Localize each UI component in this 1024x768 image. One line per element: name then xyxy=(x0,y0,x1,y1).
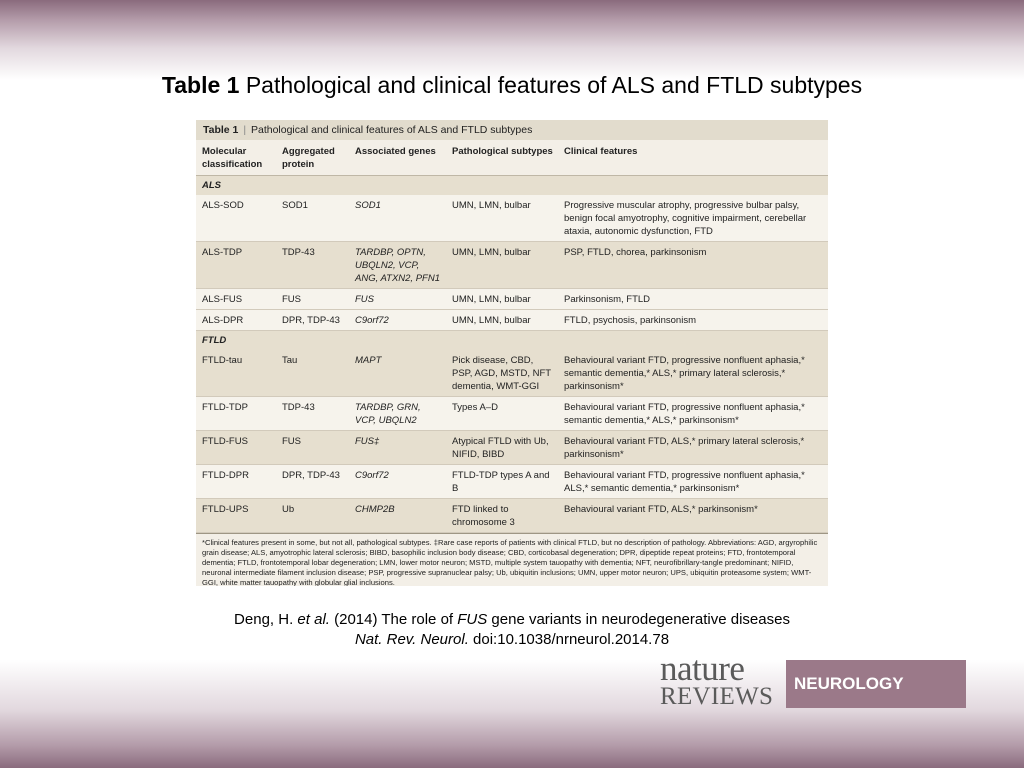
section-row xyxy=(196,176,828,196)
table-cell: Pick disease, CBD, PSP, AGD, MSTD, NFT dementia, WMT-GGI xyxy=(446,350,558,397)
section-label: FTLD xyxy=(196,331,828,351)
section-row xyxy=(196,331,828,351)
table-cell: Behavioural variant FTD, ALS,* primary lateral sclerosis,* parkinsonism* xyxy=(558,431,828,465)
table-cell: FTLD-UPS xyxy=(196,499,276,533)
table-cell: FTLD-tau xyxy=(196,350,276,397)
table-cell: UMN, LMN, bulbar xyxy=(446,195,558,242)
header-cell: Associated genes xyxy=(349,140,446,176)
citation-line-1 xyxy=(0,610,1024,630)
table-cell: DPR, TDP-43 xyxy=(276,310,349,331)
citation-authors: Deng, H. xyxy=(234,611,298,628)
table-cell: TDP-43 xyxy=(276,242,349,289)
table-row xyxy=(196,431,828,465)
table-cell: UMN, LMN, bulbar xyxy=(446,310,558,331)
citation-gene: FUS xyxy=(457,611,488,628)
nature-reviews-neurology-logo xyxy=(660,649,966,711)
table-cell: FTLD-TDP types A and B xyxy=(446,465,558,499)
table-cell: C9orf72 xyxy=(349,310,446,331)
table-cell: Progressive muscular atrophy, progressive bulbar palsy, benign focal amyotrophy, cognitive impairment, cerebellar ataxia, autonomic dysfunction, FTD xyxy=(558,195,828,242)
table-cell: ALS-TDP xyxy=(196,242,276,289)
citation-title: gene variants in neurodegenerative diseases xyxy=(487,611,790,628)
table-footnote: *Clinical features present in some, but not all, pathological subtypes. ‡Rare case reports of patients with clinical FTLD, but no description of pathology. Abbreviations: AGD, argyrophilic grain disease; ALS, amyotrophic lateral sclerosis; BIBD, basophilic inclusion body disease; CBD, corticobasal degeneration; DPR, dipeptide repeat proteins; FTD, frontotemporal dementia; FTLD, frontotemporal lobar degeneration; LMN, lower motor neuron; MSTD, multiple system tauopathy with dementia; NFT, neurofibrillary-tangle predominant; NIFID, neuronal intermediate filament inclusion disease; PSP, progressive supranuclear palsy; Ub, ubiquitin inclusions; UMN, upper motor neuron; UPS, ubiquitin proteasome system; WMT-GGI, white matter tauopathy with globular glial inclusions. xyxy=(196,533,828,586)
table-row xyxy=(196,397,828,431)
logo-section-box: NEUROLOGY xyxy=(786,660,966,708)
features-table xyxy=(196,140,828,533)
table-cell: MAPT xyxy=(349,350,446,397)
header-cell: Aggregated protein xyxy=(276,140,349,176)
table-cell: FTLD-FUS xyxy=(196,431,276,465)
table-cell: SOD1 xyxy=(349,195,446,242)
table-cell: Ub xyxy=(276,499,349,533)
logo-wordmark xyxy=(660,649,784,711)
table-cell: FUS xyxy=(349,289,446,310)
logo-nature-text: nature xyxy=(660,649,745,688)
table-cell: ALS-FUS xyxy=(196,289,276,310)
table-cell: ALS-SOD xyxy=(196,195,276,242)
table-cell: FTD linked to chromosome 3 xyxy=(446,499,558,533)
slide-title-text: Pathological and clinical features of ALS and FTLD subtypes xyxy=(239,72,863,98)
table-cell: Parkinsonism, FTLD xyxy=(558,289,828,310)
table-cell: Behavioural variant FTD, ALS,* parkinsonism* xyxy=(558,499,828,533)
table-cell: FTLD-TDP xyxy=(196,397,276,431)
header-cell: Molecular classification xyxy=(196,140,276,176)
table-cell: Types A–D xyxy=(446,397,558,431)
table-row xyxy=(196,195,828,242)
table-cell: FTLD-DPR xyxy=(196,465,276,499)
citation xyxy=(0,610,1024,650)
table-cell: UMN, LMN, bulbar xyxy=(446,242,558,289)
table-caption xyxy=(196,120,828,140)
table-cell: CHMP2B xyxy=(349,499,446,533)
citation-journal: Nat. Rev. Neurol. xyxy=(354,631,469,648)
table-cell: Behavioural variant FTD, progressive nonfluent aphasia,* ALS,* semantic dementia,* parkinsonism* xyxy=(558,465,828,499)
table-row xyxy=(196,289,828,310)
table-body xyxy=(196,176,828,533)
table-cell: Atypical FTLD with Ub, NIFID, BIBD xyxy=(446,431,558,465)
table-cell: DPR, TDP-43 xyxy=(276,465,349,499)
table-cell: FUS xyxy=(276,431,349,465)
logo-reviews-text: REVIEWS xyxy=(660,683,774,710)
citation-etal: et al. xyxy=(297,611,330,628)
table-row xyxy=(196,465,828,499)
table-cell: Behavioural variant FTD, progressive nonfluent aphasia,* semantic dementia,* ALS,* parkinsonism* xyxy=(558,397,828,431)
table-cell: ALS-DPR xyxy=(196,310,276,331)
table-row xyxy=(196,499,828,533)
table-cell: FUS xyxy=(276,289,349,310)
citation-doi: doi:10.1038/nrneurol.2014.78 xyxy=(468,631,670,648)
table-cell: C9orf72 xyxy=(349,465,446,499)
table-cell: FUS‡ xyxy=(349,431,446,465)
table-row xyxy=(196,242,828,289)
table-cell: Behavioural variant FTD, progressive nonfluent aphasia,* semantic dementia,* ALS,* primary lateral sclerosis,* parkinsonism* xyxy=(558,350,828,397)
table-caption-text: Pathological and clinical features of ALS and FTLD subtypes xyxy=(250,124,533,136)
table-cell: SOD1 xyxy=(276,195,349,242)
table-caption-separator: | xyxy=(243,124,247,136)
table-cell: TARDBP, GRN, VCP, UBQLN2 xyxy=(349,397,446,431)
table-cell: Tau xyxy=(276,350,349,397)
table-header-row xyxy=(196,140,828,176)
table-cell: PSP, FTLD, chorea, parkinsonism xyxy=(558,242,828,289)
citation-line-2 xyxy=(0,630,1024,650)
table-cell: UMN, LMN, bulbar xyxy=(446,289,558,310)
slide-title xyxy=(0,72,1024,99)
table-image xyxy=(196,120,828,586)
header-cell: Clinical features xyxy=(558,140,828,176)
citation-year: (2014) The role of xyxy=(329,611,458,628)
header-cell: Pathological subtypes xyxy=(446,140,558,176)
table-cell: TDP-43 xyxy=(276,397,349,431)
slide-title-bold: Table 1 xyxy=(161,72,240,98)
table-row xyxy=(196,310,828,331)
table-row xyxy=(196,350,828,397)
table-cell: FTLD, psychosis, parkinsonism xyxy=(558,310,828,331)
section-label: ALS xyxy=(196,176,828,196)
table-caption-bold: Table 1 xyxy=(203,124,239,136)
table-cell: TARDBP, OPTN, UBQLN2, VCP, ANG, ATXN2, PFN1 xyxy=(349,242,446,289)
